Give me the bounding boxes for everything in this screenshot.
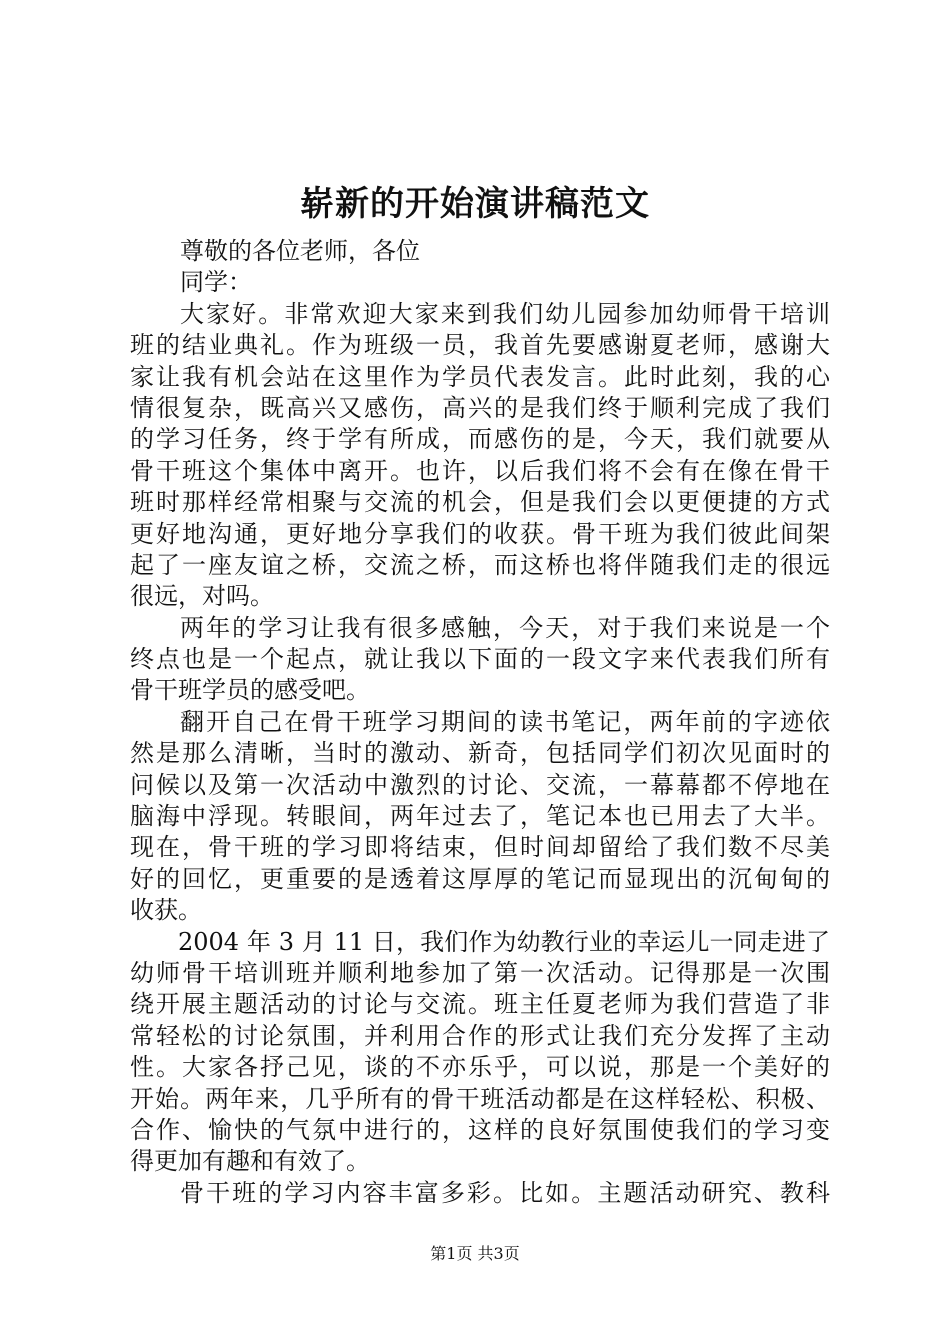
document-body: [130, 236, 830, 1209]
paragraph-line: 现在，骨干班的学习即将结束，但时间却留给了我们数不尽美: [130, 833, 830, 862]
paragraph-line: 骨干班这个集体中离开。也许，以后我们将不会有在像在骨干: [130, 456, 830, 485]
paragraph-line: 绕开展主题活动的讨论与交流。班主任夏老师为我们营造了非: [130, 990, 830, 1019]
paragraph-line: 问候以及第一次活动中激烈的讨论、交流，一幕幕都不停地在: [130, 770, 830, 799]
paragraph-line: 性。大家各抒己见，谈的不亦乐乎，可以说，那是一个美好的: [130, 1053, 830, 1082]
paragraph-line: 开始。两年来，几乎所有的骨干班活动都是在这样轻松、积极、: [130, 1084, 830, 1113]
paragraph-line: 很远，对吗。: [130, 582, 274, 611]
paragraph-line: 翻开自己在骨干班学习期间的读书笔记，两年前的字迹依: [180, 707, 830, 736]
paragraph-line: 收获。: [130, 896, 202, 925]
paragraph-line: 骨干班学员的感受吧。: [130, 676, 370, 705]
paragraph-line: 更好地沟通，更好地分享我们的收获。骨干班为我们彼此间架: [130, 519, 830, 548]
paragraph-line: 幼师骨干培训班并顺利地参加了第一次活动。记得那是一次围: [130, 958, 830, 987]
paragraph-line: 好的回忆，更重要的是透着这厚厚的笔记而显现出的沉甸甸的: [130, 864, 830, 893]
paragraph-line: 然是那么清晰，当时的激动、新奇，包括同学们初次见面时的: [130, 739, 830, 768]
paragraph-line: 班的结业典礼。作为班级一员，我首先要感谢夏老师，感谢大: [130, 331, 830, 360]
paragraph-line: 家让我有机会站在这里作为学员代表发言。此时此刻，我的心: [130, 362, 830, 391]
paragraph-line: 起了一座友谊之桥，交流之桥，而这桥也将伴随我们走的很远: [130, 550, 830, 579]
paragraph-line: 班时那样经常相聚与交流的机会，但是我们会以更便捷的方式: [130, 488, 830, 517]
salutation-line: 同学：: [180, 268, 252, 297]
paragraph-line: 脑海中浮现。转眼间，两年过去了，笔记本也已用去了大半。: [130, 802, 830, 831]
page-footer: 第1页 共3页: [430, 1244, 520, 1263]
paragraph-line: 两年的学习让我有很多感触，今天，对于我们来说是一个: [180, 613, 830, 642]
paragraph-line: 得更加有趣和有效了。: [130, 1147, 370, 1176]
paragraph-line: 情很复杂，既高兴又感伤，高兴的是我们终于顺利完成了我们: [130, 393, 830, 422]
document-title: 崭新的开始演讲稿范文: [300, 184, 650, 224]
paragraph-line: 终点也是一个起点，就让我以下面的一段文字来代表我们所有: [130, 645, 830, 674]
salutation-line: 尊敬的各位老师，各位: [180, 237, 420, 265]
paragraph-line: 合作、愉快的气氛中进行的，这样的良好氛围使我们的学习变: [130, 1115, 830, 1144]
paragraph-line: 大家好。非常欢迎大家来到我们幼儿园参加幼师骨干培训: [180, 299, 830, 328]
paragraph-line: 常轻松的讨论氛围，并利用合作的形式让我们充分发挥了主动: [130, 1021, 830, 1050]
paragraph-line: 骨干班的学习内容丰富多彩。比如。主题活动研究、教科: [180, 1178, 830, 1207]
paragraph-line: 2004 年 3 月 11 日，我们作为幼教行业的幸运儿一同走进了: [178, 927, 830, 956]
paragraph-line: 的学习任务，终于学有所成，而感伤的是，今天，我们就要从: [130, 425, 830, 454]
